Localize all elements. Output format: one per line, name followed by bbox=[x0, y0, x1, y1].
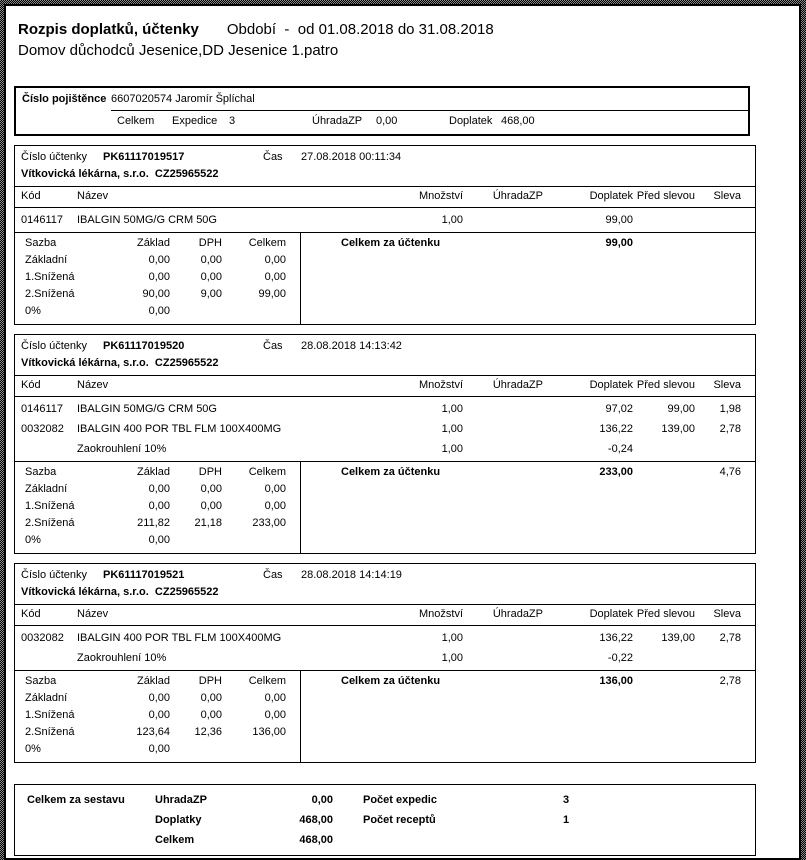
divider-line bbox=[111, 110, 748, 111]
pharmacy-name: Vítkovická lékárna, s.r.o. CZ25965522 bbox=[21, 357, 219, 369]
receipt-footer bbox=[15, 461, 755, 553]
vat-celkem: 0,00 bbox=[264, 709, 286, 721]
col-kod: Kód bbox=[21, 190, 41, 202]
vat-table bbox=[15, 462, 301, 553]
vat-row-label: Základní bbox=[25, 692, 68, 704]
vat-dph: 0,00 bbox=[200, 254, 222, 266]
vat-col-dph: DPH bbox=[198, 675, 222, 687]
receipt-total-label: Celkem za účtenku bbox=[341, 675, 441, 687]
receipt-total-sleva: 4,76 bbox=[719, 466, 741, 478]
item-doplatek: 99,00 bbox=[605, 214, 633, 226]
item-sleva bbox=[695, 648, 741, 668]
item-qty: 1,00 bbox=[441, 423, 463, 435]
vat-zaklad: 0,00 bbox=[148, 254, 170, 266]
pharmacy-name: Vítkovická lékárna, s.r.o. CZ25965522 bbox=[21, 586, 219, 598]
vat-row-label: 2.Snížená bbox=[25, 517, 75, 529]
item-pred-slevou: 99,00 bbox=[667, 403, 695, 415]
summary-pocet-expedic-value: 3 bbox=[563, 794, 570, 806]
col-kod: Kód bbox=[21, 379, 41, 391]
item-name: Zaokrouhlení 10% bbox=[77, 443, 167, 455]
summary-uhradazp-label: UhradaZP bbox=[155, 794, 207, 806]
receipt-time: 28.08.2018 14:14:19 bbox=[301, 569, 402, 581]
item-pred-slevou: 139,00 bbox=[661, 632, 695, 644]
summary-box bbox=[14, 784, 756, 856]
item-row-rounding bbox=[15, 439, 755, 459]
receipt-total-area bbox=[301, 671, 755, 762]
receipt-footer bbox=[15, 232, 755, 324]
vat-celkem: 136,00 bbox=[252, 726, 286, 738]
vat-row bbox=[15, 690, 300, 707]
vat-dph: 0,00 bbox=[200, 709, 222, 721]
col-doplatek: Doplatek bbox=[589, 608, 633, 620]
item-row bbox=[15, 628, 755, 648]
vat-row bbox=[15, 269, 300, 286]
insured-celkem-label: Celkem bbox=[117, 115, 155, 127]
item-row bbox=[15, 419, 755, 439]
item-sleva: 1,98 bbox=[719, 403, 741, 415]
vat-zaklad: 90,00 bbox=[142, 288, 170, 300]
vat-celkem: 0,00 bbox=[264, 500, 286, 512]
insured-box bbox=[14, 86, 750, 136]
time-label: Čas bbox=[263, 569, 283, 581]
vat-dph: 21,18 bbox=[194, 517, 222, 529]
vat-row bbox=[15, 515, 300, 532]
receipt-header bbox=[15, 564, 755, 584]
vat-celkem: 0,00 bbox=[264, 254, 286, 266]
receipt-total-label: Celkem za účtenku bbox=[341, 466, 441, 478]
vat-zaklad: 0,00 bbox=[148, 271, 170, 283]
insured-doplatek-label: Doplatek bbox=[449, 115, 493, 127]
vat-celkem: 0,00 bbox=[264, 692, 286, 704]
item-uhradazp bbox=[463, 419, 543, 439]
vat-zaklad: 0,00 bbox=[148, 709, 170, 721]
vat-col-sazba: Sazba bbox=[25, 675, 57, 687]
item-code bbox=[15, 648, 77, 668]
item-qty: 1,00 bbox=[441, 652, 463, 664]
vat-col-zaklad: Základ bbox=[136, 237, 170, 249]
vat-row-label: 1.Snížená bbox=[25, 709, 75, 721]
vat-row bbox=[15, 286, 300, 303]
vat-zaklad: 0,00 bbox=[148, 500, 170, 512]
vat-col-celkem: Celkem bbox=[248, 675, 286, 687]
vat-row bbox=[15, 741, 300, 758]
vat-col-zaklad: Základ bbox=[136, 675, 170, 687]
item-pred-slevou bbox=[633, 210, 695, 230]
item-row bbox=[15, 399, 755, 419]
vat-row-label: 2.Snížená bbox=[25, 288, 75, 300]
vat-row bbox=[15, 707, 300, 724]
item-pred-slevou: 139,00 bbox=[661, 423, 695, 435]
vat-celkem: 233,00 bbox=[252, 517, 286, 529]
insured-expedice-value: 3 bbox=[229, 115, 236, 127]
receipt-box-2 bbox=[14, 334, 756, 554]
item-uhradazp bbox=[463, 399, 543, 419]
col-nazev: Název bbox=[77, 190, 109, 202]
facility-subtitle: Domov důchodců Jesenice,DD Jesenice 1.patro bbox=[18, 42, 339, 59]
vat-col-celkem: Celkem bbox=[248, 237, 286, 249]
col-kod: Kód bbox=[21, 608, 41, 620]
vat-zaklad: 123,64 bbox=[136, 726, 170, 738]
item-list bbox=[15, 208, 755, 232]
insured-number-label: Číslo pojištěnce bbox=[22, 93, 107, 105]
receipt-time: 28.08.2018 14:13:42 bbox=[301, 340, 402, 352]
summary-row bbox=[15, 830, 755, 850]
summary-row bbox=[15, 810, 755, 830]
receipt-header bbox=[15, 335, 755, 355]
summary-title-spacer bbox=[15, 810, 155, 830]
col-mnozstvi: Množství bbox=[418, 190, 463, 202]
vat-dph bbox=[170, 303, 222, 320]
vat-celkem: 0,00 bbox=[264, 483, 286, 495]
col-pred-slevou: Před slevou bbox=[636, 190, 695, 202]
vat-col-dph: DPH bbox=[198, 237, 222, 249]
vat-dph: 0,00 bbox=[200, 483, 222, 495]
vat-row-label: 1.Snížená bbox=[25, 500, 75, 512]
receipt-number: PK61117019521 bbox=[103, 569, 185, 581]
vat-col-zaklad: Základ bbox=[136, 466, 170, 478]
vat-col-sazba: Sazba bbox=[25, 237, 57, 249]
col-doplatek: Doplatek bbox=[589, 379, 633, 391]
vat-dph: 12,36 bbox=[194, 726, 222, 738]
vat-header-row bbox=[15, 673, 300, 690]
column-header-row bbox=[15, 186, 755, 208]
receipt-header bbox=[15, 146, 755, 166]
summary-title-spacer bbox=[15, 830, 155, 850]
item-code: 0146117 bbox=[21, 403, 64, 415]
vat-row bbox=[15, 532, 300, 549]
insured-uhradazp-value: 0,00 bbox=[376, 115, 398, 127]
item-qty: 1,00 bbox=[441, 403, 463, 415]
insured-number-value: 6607020574 Jaromír Šplíchal bbox=[111, 93, 255, 105]
receipt-total-row bbox=[341, 235, 741, 252]
receipt-number-label: Číslo účtenky bbox=[21, 569, 88, 581]
vat-row bbox=[15, 481, 300, 498]
item-sleva: 2,78 bbox=[719, 632, 741, 644]
vat-row-label: 0% bbox=[25, 743, 41, 755]
vat-dph bbox=[170, 532, 222, 549]
item-uhradazp bbox=[463, 439, 543, 459]
receipt-total-value: 233,00 bbox=[599, 466, 633, 478]
item-name: Zaokrouhlení 10% bbox=[77, 652, 167, 664]
receipt-total-row bbox=[341, 673, 741, 690]
item-name: IBALGIN 400 POR TBL FLM 100X400MG bbox=[77, 423, 282, 435]
vat-col-celkem: Celkem bbox=[248, 466, 286, 478]
receipt-total-label: Celkem za účtenku bbox=[341, 237, 441, 249]
col-pred-slevou: Před slevou bbox=[636, 379, 695, 391]
vat-header-row bbox=[15, 464, 300, 481]
col-sleva: Sleva bbox=[713, 608, 741, 620]
col-mnozstvi: Množství bbox=[418, 608, 463, 620]
vat-row-label: 0% bbox=[25, 305, 41, 317]
receipt-footer bbox=[15, 670, 755, 762]
item-qty: 1,00 bbox=[441, 443, 463, 455]
receipt-total-row bbox=[341, 464, 741, 481]
insured-expedice-label: Expedice bbox=[172, 115, 218, 127]
summary-celkem-label: Celkem bbox=[155, 834, 195, 846]
summary-pocet-receptu-label: Počet receptů bbox=[363, 814, 436, 826]
col-uhradazp: ÚhradaZP bbox=[492, 608, 543, 620]
vat-header-row bbox=[15, 235, 300, 252]
summary-empty-label bbox=[363, 830, 563, 850]
item-row bbox=[15, 210, 755, 230]
item-doplatek: -0,24 bbox=[607, 443, 633, 455]
receipt-number: PK61117019520 bbox=[103, 340, 185, 352]
vat-celkem: 99,00 bbox=[258, 288, 286, 300]
col-nazev: Název bbox=[77, 379, 109, 391]
vat-zaklad: 0,00 bbox=[148, 305, 170, 317]
item-list bbox=[15, 626, 755, 670]
vat-dph: 9,00 bbox=[200, 288, 222, 300]
receipt-total-sleva: 2,78 bbox=[719, 675, 741, 687]
vat-dph: 0,00 bbox=[200, 271, 222, 283]
vat-col-sazba: Sazba bbox=[25, 466, 57, 478]
item-code: 0032082 bbox=[21, 423, 64, 435]
vat-row bbox=[15, 724, 300, 741]
item-name: IBALGIN 50MG/G CRM 50G bbox=[77, 214, 217, 226]
item-sleva bbox=[695, 210, 741, 230]
vat-dph: 0,00 bbox=[200, 500, 222, 512]
vat-row-label: Základní bbox=[25, 483, 68, 495]
summary-celkem-value: 468,00 bbox=[299, 834, 333, 846]
vat-zaklad: 0,00 bbox=[148, 483, 170, 495]
receipt-total-value: 136,00 bbox=[599, 675, 633, 687]
col-doplatek: Doplatek bbox=[589, 190, 633, 202]
vat-row bbox=[15, 498, 300, 515]
item-sleva: 2,78 bbox=[719, 423, 741, 435]
vat-row-label: 1.Snížená bbox=[25, 271, 75, 283]
vat-celkem: 0,00 bbox=[264, 271, 286, 283]
time-label: Čas bbox=[263, 151, 283, 163]
item-row-rounding bbox=[15, 648, 755, 668]
receipt-number-label: Číslo účtenky bbox=[21, 340, 88, 352]
vat-table bbox=[15, 233, 301, 324]
vat-zaklad: 0,00 bbox=[148, 743, 170, 755]
item-uhradazp bbox=[463, 648, 543, 668]
item-qty: 1,00 bbox=[441, 214, 463, 226]
col-pred-slevou: Před slevou bbox=[636, 608, 695, 620]
item-name: IBALGIN 400 POR TBL FLM 100X400MG bbox=[77, 632, 282, 644]
column-header-row bbox=[15, 375, 755, 397]
vat-zaklad: 0,00 bbox=[148, 692, 170, 704]
col-mnozstvi: Množství bbox=[418, 379, 463, 391]
col-nazev: Název bbox=[77, 608, 109, 620]
insured-totals-row bbox=[117, 113, 748, 134]
vat-celkem bbox=[222, 532, 286, 549]
vat-row-label: 2.Snížená bbox=[25, 726, 75, 738]
item-doplatek: -0,22 bbox=[607, 652, 633, 664]
receipt-box-1 bbox=[14, 145, 756, 325]
col-sleva: Sleva bbox=[713, 190, 741, 202]
report-title: Rozpis doplatků, účtenky bbox=[18, 21, 199, 38]
column-header-row bbox=[15, 604, 755, 626]
vat-table bbox=[15, 671, 301, 762]
item-name: IBALGIN 50MG/G CRM 50G bbox=[77, 403, 217, 415]
vat-row bbox=[15, 303, 300, 320]
vat-row bbox=[15, 252, 300, 269]
item-uhradazp bbox=[463, 210, 543, 230]
vat-row-label: Základní bbox=[25, 254, 68, 266]
time-label: Čas bbox=[263, 340, 283, 352]
receipt-number-label: Číslo účtenky bbox=[21, 151, 88, 163]
col-uhradazp: ÚhradaZP bbox=[492, 379, 543, 391]
summary-doplatky-label: Doplatky bbox=[155, 814, 202, 826]
item-doplatek: 97,02 bbox=[605, 403, 633, 415]
item-pred-slevou bbox=[633, 439, 695, 459]
vat-zaklad: 0,00 bbox=[148, 534, 170, 546]
vat-celkem bbox=[222, 303, 286, 320]
receipt-total-area bbox=[301, 462, 755, 553]
item-doplatek: 136,22 bbox=[599, 632, 633, 644]
pharmacy-name: Vítkovická lékárna, s.r.o. CZ25965522 bbox=[21, 168, 219, 180]
summary-pocet-receptu-value: 1 bbox=[563, 814, 570, 826]
receipt-box-3 bbox=[14, 563, 756, 763]
vat-zaklad: 211,82 bbox=[137, 517, 170, 529]
summary-doplatky-value: 468,00 bbox=[299, 814, 333, 826]
insured-uhradazp-label: ÚhradaZP bbox=[312, 115, 363, 127]
receipt-number: PK61117019517 bbox=[103, 151, 185, 163]
col-sleva: Sleva bbox=[713, 379, 741, 391]
summary-title: Celkem za sestavu bbox=[27, 794, 125, 806]
vat-dph bbox=[170, 741, 222, 758]
item-uhradazp bbox=[463, 628, 543, 648]
item-list bbox=[15, 397, 755, 461]
vat-celkem bbox=[222, 741, 286, 758]
item-sleva bbox=[695, 439, 741, 459]
item-pred-slevou bbox=[633, 648, 695, 668]
insured-doplatek-value: 468,00 bbox=[501, 115, 535, 127]
item-code bbox=[15, 439, 77, 459]
item-qty: 1,00 bbox=[441, 632, 463, 644]
item-code: 0146117 bbox=[21, 214, 64, 226]
receipt-time: 27.08.2018 00:11:34 bbox=[301, 151, 402, 163]
report-header bbox=[18, 20, 799, 39]
summary-uhradazp-value: 0,00 bbox=[311, 794, 333, 806]
summary-pocet-expedic-label: Počet expedic bbox=[363, 794, 437, 806]
receipt-total-value: 99,00 bbox=[605, 237, 633, 249]
vat-dph: 0,00 bbox=[200, 692, 222, 704]
report-page bbox=[4, 4, 801, 860]
receipt-total-sleva bbox=[633, 235, 741, 252]
report-period: Období - od 01.08.2018 do 31.08.2018 bbox=[226, 21, 494, 38]
summary-row bbox=[15, 790, 755, 810]
receipt-total-area bbox=[301, 233, 755, 324]
item-code: 0032082 bbox=[21, 632, 64, 644]
vat-col-dph: DPH bbox=[198, 466, 222, 478]
vat-row-label: 0% bbox=[25, 534, 41, 546]
item-doplatek: 136,22 bbox=[599, 423, 633, 435]
col-uhradazp: ÚhradaZP bbox=[492, 190, 543, 202]
insured-row bbox=[16, 88, 748, 108]
